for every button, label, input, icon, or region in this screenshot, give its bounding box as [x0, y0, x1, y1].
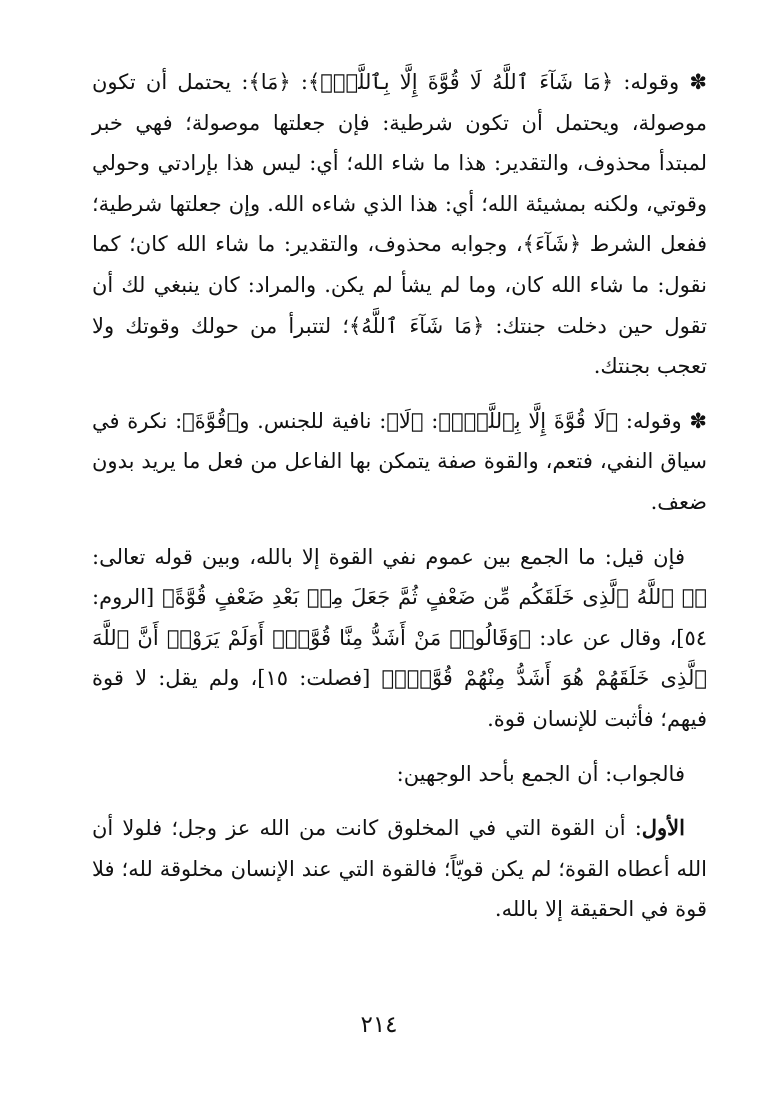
quran-quote: ﴿مَا شَآءَ ٱللَّهُ﴾: [348, 313, 485, 338]
body-text: ✽ وقوله:: [613, 70, 707, 94]
page-number: ٢١٤: [360, 1012, 398, 1038]
body-text: :: [423, 408, 439, 433]
quran-quote: ﴿وَقَالُوا۟ مَنْ أَشَدُّ مِنَّا قُوَّةًۖ أَوَلَمْ يَرَوْا۟ أَنَّ ٱللَّهَ ٱلَّذِى خَلَقَهُمْ هُوَ أَشَدُّ مِنْهُمْ قُوَّةًۖ﴾: [92, 625, 707, 691]
paragraph: [92, 401, 707, 523]
body-text: فإن قيل: ما الجمع بين عموم نفي القوة إلا بالله، وبين قوله تعالى:: [92, 544, 685, 569]
body-text: فالجواب: أن الجمع بأحد الوجهين:: [396, 761, 685, 786]
quran-quote: ﴿لَا﴾: [386, 408, 424, 433]
body-text: ؛ لتتبرأ من حولك وقوتك ولا تعجب بجنتك.: [92, 313, 707, 379]
body-text: ✽ وقوله:: [618, 408, 707, 433]
bold-heading: الأول: [641, 815, 685, 841]
body-text: ، وجوابه محذوف، والتقدير: ما شاء الله كان؛ كما نقول: ما شاء الله كان، وما لم يشأ لم يكن. والمراد: كان ينبغي لك أن تقول حين دخلت جنتك:: [92, 232, 707, 338]
body-text: :: [290, 70, 308, 94]
body-text: [فصلت: ١٥]، ولم يقل: لا قوة فيهم؛ فأثبت للإنسان قوة.: [92, 666, 707, 731]
paragraph: [92, 537, 707, 740]
paragraph: [92, 754, 707, 795]
body-text: : يحتمل أن تكون موصولة، ويحتمل أن تكون شرطية: فإن جعلتها موصولة؛ فهي خبر لمبتدأ محذوف، والتقدير: هذا ما شاء الله؛ أي: ليس هذا بإرادتي وحولي وقوتي، ولكنه بمشيئة الله؛ أي: هذا الذي شاءه الله. وإن جعلتها شرطية؛ ففعل الشرط: [92, 70, 707, 257]
paragraph: [92, 808, 707, 930]
quran-quote: ﴿مَا﴾: [248, 70, 291, 94]
body-text: : نافية للجنس. و: [239, 408, 387, 433]
body-text: : نكرة في سياق النفي، فتعم، والقوة صفة يتمكن بها الفاعل من فعل ما يريد بدون ضعف.: [92, 408, 707, 514]
quran-quote: ﴿مَا شَآءَ ٱللَّهُ لَا قُوَّةَ إِلَّا بِٱللَّهِۚ﴾: [307, 70, 614, 94]
paragraph: [92, 62, 707, 387]
page-body: [92, 62, 707, 930]
body-text: [الروم: ٥٤]، وقال عن عاد:: [92, 585, 707, 650]
quran-quote: ﴿قُوَّةَ﴾: [182, 408, 240, 433]
quran-quote: ﴿۞ ٱللَّهُ ٱلَّذِى خَلَقَكُم مِّن ضَعْفٍ ثُمَّ جَعَلَ مِنۢ بَعْدِ ضَعْفٍ قُوَّةً﴾: [162, 585, 707, 610]
quran-quote: ﴿شَآءَ﴾: [522, 232, 582, 257]
quran-quote: ﴿لَا قُوَّةَ إِلَّا بِٱللَّهِۚ﴾: [438, 408, 619, 433]
body-text: : أن القوة التي في المخلوق كانت من الله عز وجل؛ فلولا أن الله أعطاه القوة؛ لم يكن قويّاً؛ فالقوة التي عند الإنسان مخلوقة لله؛ فلا قوة في الحقيقة إلا بالله.: [92, 816, 707, 922]
